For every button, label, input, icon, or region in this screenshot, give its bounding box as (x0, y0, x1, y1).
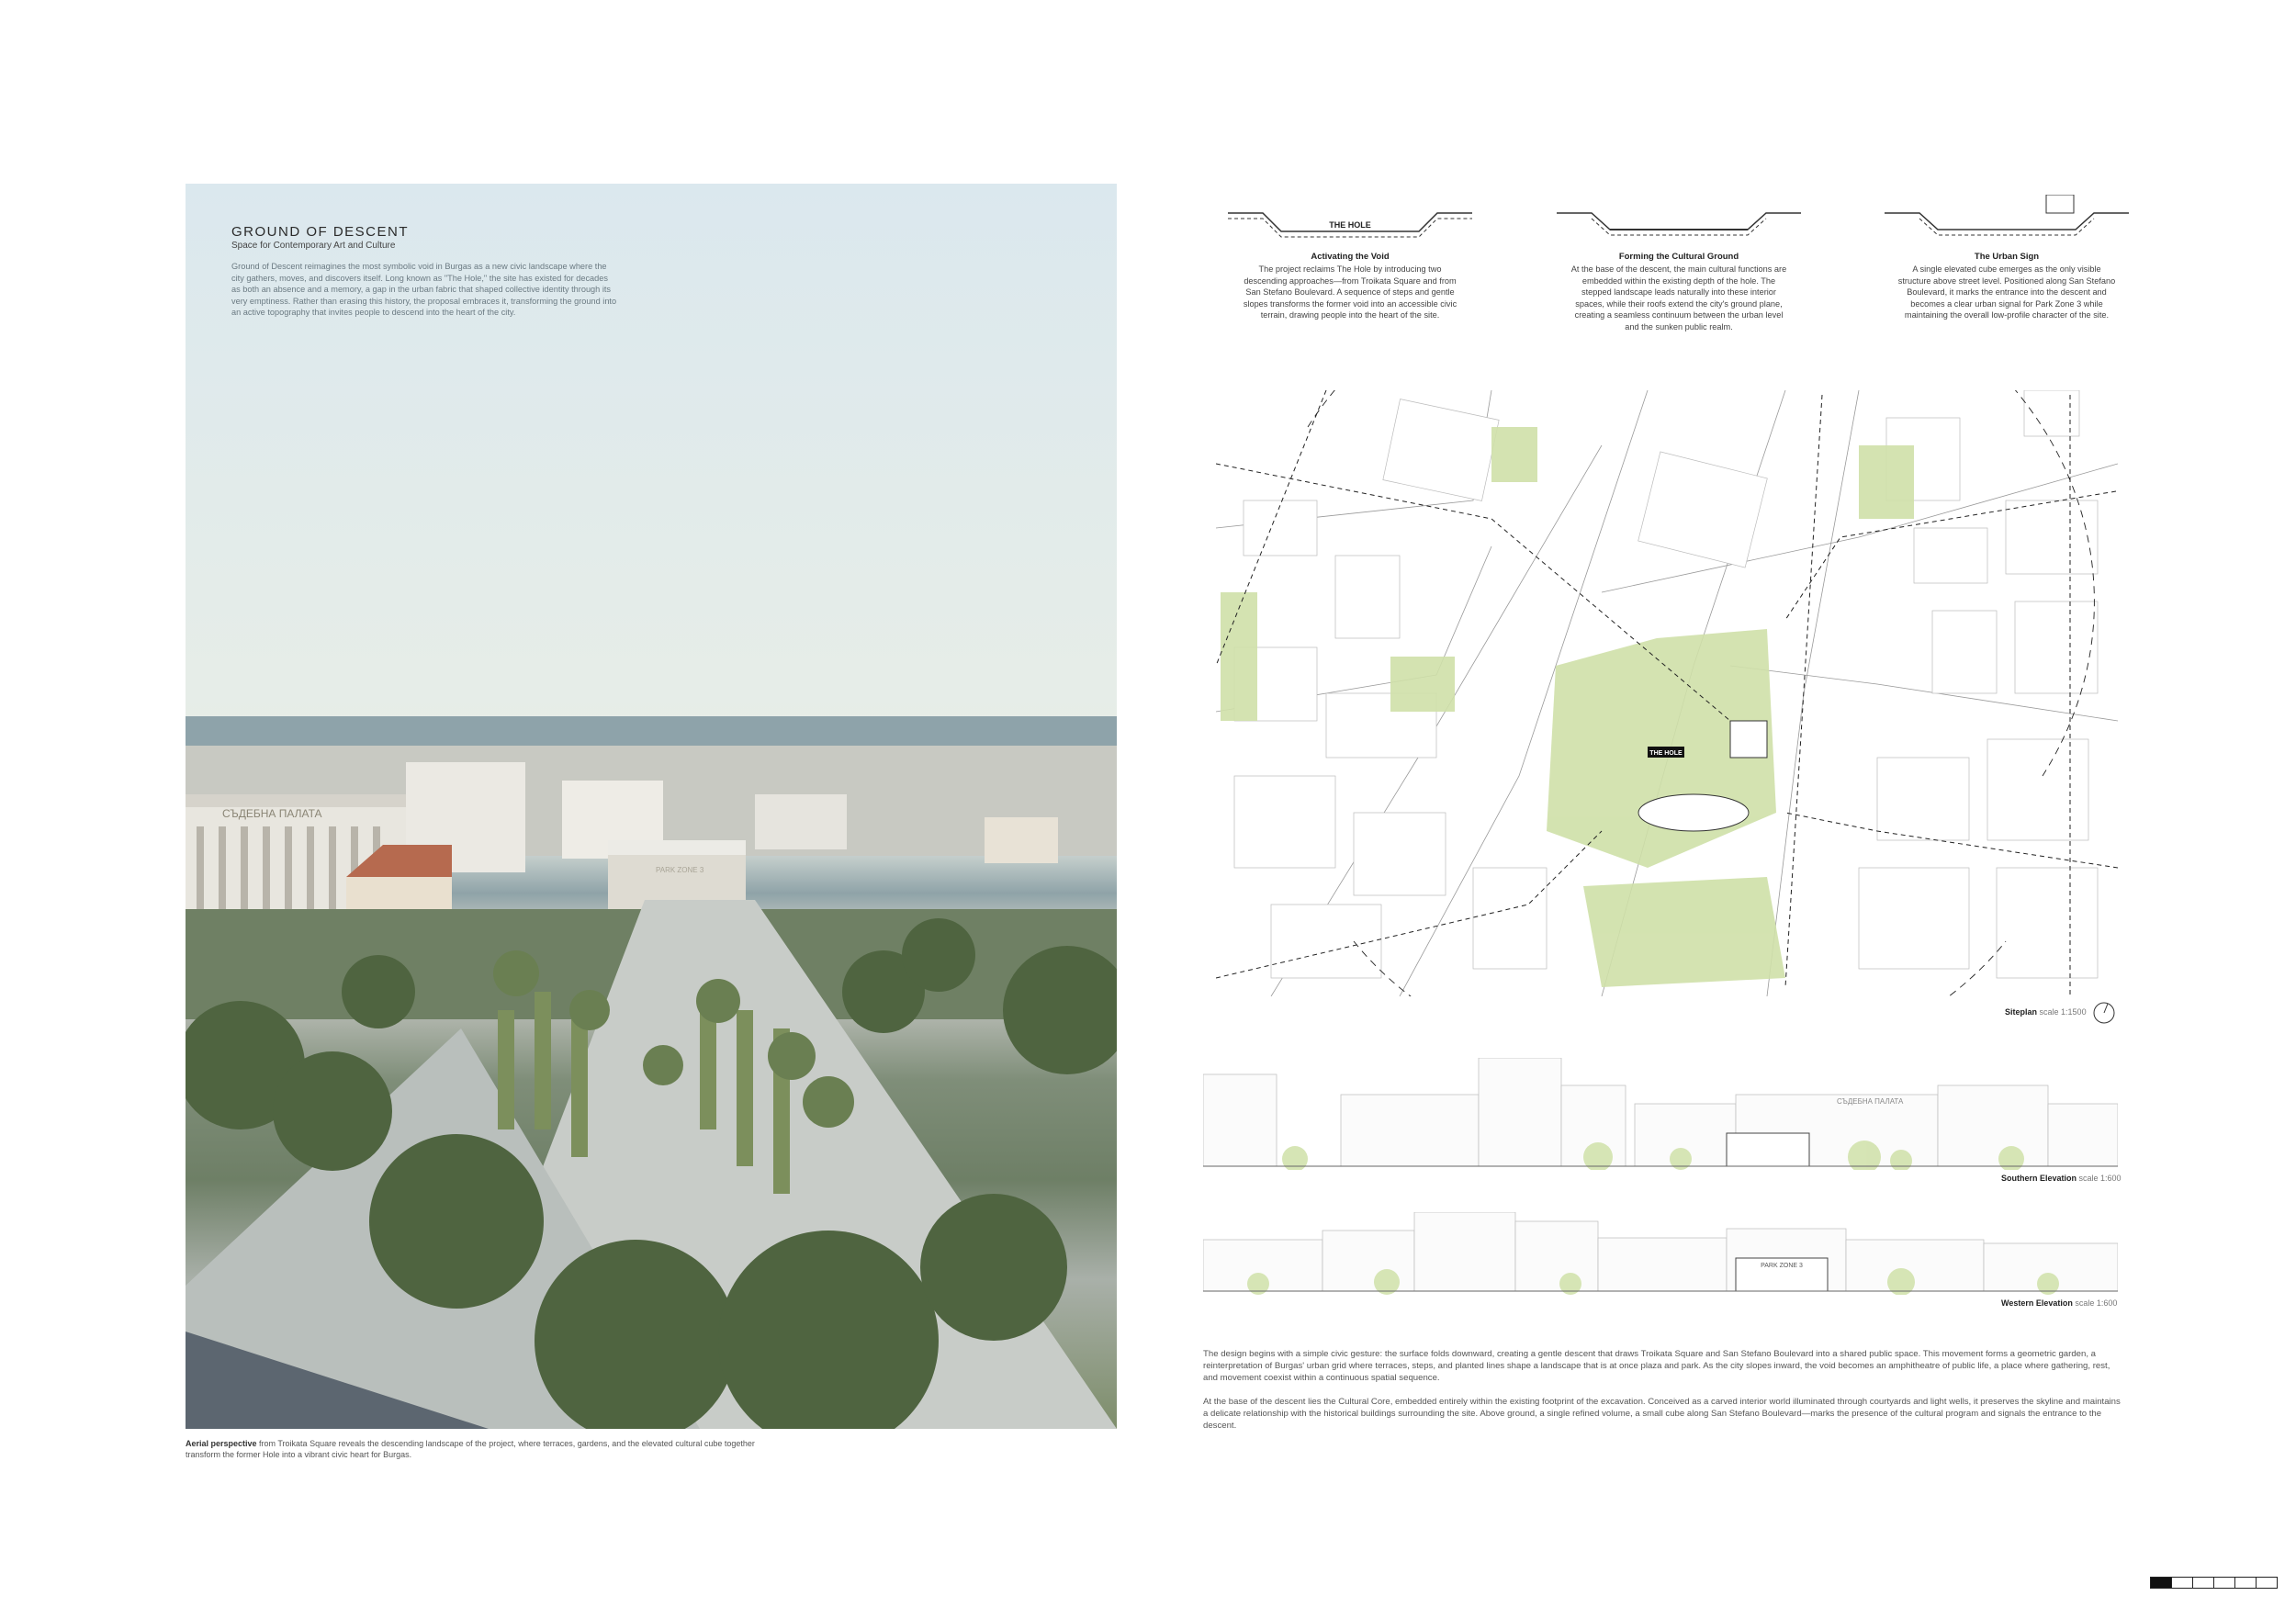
siteplan-drawing (1216, 390, 2118, 996)
siteplan-hole-label: THE HOLE (1649, 750, 1683, 757)
court-sign: СЪДЕБНА ПАЛАТА (222, 807, 322, 820)
park-sign: PARK ZONE 3 (656, 866, 704, 874)
concept-cultural-ground (1546, 195, 1812, 332)
concept-activating-void (1217, 195, 1483, 321)
description-paragraph-1: The design begins with a simple civic gesture: the surface folds downward, creating a gentle descent that draws Troikata Square and San Stefano Boulevard into a shared public space. This movement forms a geometric garden, a reinterpretation of Burgas' urban grid where terraces, steps, and planted lines shape a landscape that is at once plaza and park. As the city slopes inward, the void becomes an amphitheatre of public life, a place where gathering, rest, and movement coexist within a continuous spatial sequence. (1203, 1349, 2110, 1383)
caption-bold: Aerial perspective (186, 1439, 257, 1448)
project-subtitle: Space for Contemporary Art and Culture (231, 241, 396, 251)
section-diagram-cube (1883, 195, 2131, 241)
concept-text: At the base of the descent, the main cultural functions are embedded within the existing depth of the hole. The stepped landscape leads naturally into these interior spaces, while their roofs extend the city's ground plane, creating a seamless continuum between the urban level and the sunken public realm. (1570, 264, 1787, 332)
concept-text: A single elevated cube emerges as the only visible structure above street level. Positioned along San Stefano Boulevard, it marks the entrance into the descent and becomes a clear urban signal for Park Zone 3 while maintaining the overall low-profile character of the site. (1897, 264, 2116, 320)
concept-title: The Urban Sign (1974, 252, 2040, 262)
north-arrow-icon (2092, 1001, 2116, 1025)
southern-elevation-label: Southern Elevation (2001, 1174, 2077, 1183)
southern-elevation-caption (2001, 1174, 2122, 1183)
elevation-park-sign: PARK ZONE 3 (1761, 1263, 1803, 1269)
section-diagram-ground (1555, 195, 1803, 241)
description-paragraph-2: At the base of the descent lies the Cultural Core, embedded entirely within the existing footprint of the excavation. Conceived as a carved interior world illuminated through courtyards and light wells, it preserves the skyline and maintains a delicate relationship with the historical buildings surrounding the site. Above ground, a single refined volume, a small cube along San Stefano Boulevard—marks the presence of the cultural program and signals the entrance to the descent. (1203, 1397, 2121, 1431)
render-caption (186, 1438, 755, 1460)
pager-square (2150, 1577, 2172, 1589)
western-elevation-label: Western Elevation (2001, 1298, 2073, 1308)
section-diagram-hole (1226, 195, 1474, 241)
southern-elevation-scale: scale 1:600 (2078, 1174, 2122, 1183)
pager-square (2256, 1577, 2278, 1589)
sheet-pager (2151, 1577, 2278, 1589)
project-title: GROUND OF DESCENT (231, 224, 410, 240)
aerial-rendering (186, 184, 1117, 1429)
pager-square (2171, 1577, 2193, 1589)
siteplan-caption (2005, 1007, 2087, 1017)
western-elevation-scale: scale 1:600 (2075, 1298, 2118, 1308)
western-elevation-caption (2001, 1298, 2117, 1308)
southern-elevation (1203, 1058, 2118, 1170)
elevation-court-sign: СЪДЕБНА ПАЛАТА (1837, 1097, 1904, 1106)
siteplan-caption-scale: scale 1:1500 (2039, 1007, 2087, 1017)
western-elevation (1203, 1212, 2118, 1295)
concept-title: Forming the Cultural Ground (1618, 252, 1739, 262)
siteplan-caption-bold: Siteplan (2005, 1007, 2038, 1017)
hole-diagram-label: THE HOLE (1329, 220, 1371, 230)
pager-square (2192, 1577, 2214, 1589)
aerial-image (186, 184, 1117, 1429)
pager-square (2234, 1577, 2257, 1589)
caption-text: from Troikata Square reveals the descending landscape of the project, where terraces, gardens, and the elevated cultural cube together transform the former Hole into a vibrant civic heart for Burgas. (186, 1439, 755, 1459)
project-intro: Ground of Descent reimagines the most symbolic void in Burgas as a new civic landscape where the city gathers, moves, and discovers itself. Long known as "The Hole," the site has existed for decades as both an absence and a memory, a gap in the urban fabric that shaped collective identity through its very emptiness. Rather than erasing this history, the proposal embraces it, transforming the ground into an active topography that invites people to descend into the heart of the city. (231, 262, 617, 317)
pager-square (2213, 1577, 2235, 1589)
concept-title: Activating the Void (1311, 252, 1390, 262)
concept-text: The project reclaims The Hole by introducing two descending approaches—from Troikata Square and from San Stefano Boulevard. A sequence of steps and gentle slopes transforms the former void into an accessible civic terrain, drawing people into the heart of the site. (1243, 264, 1458, 320)
concept-urban-sign (1874, 195, 2140, 321)
